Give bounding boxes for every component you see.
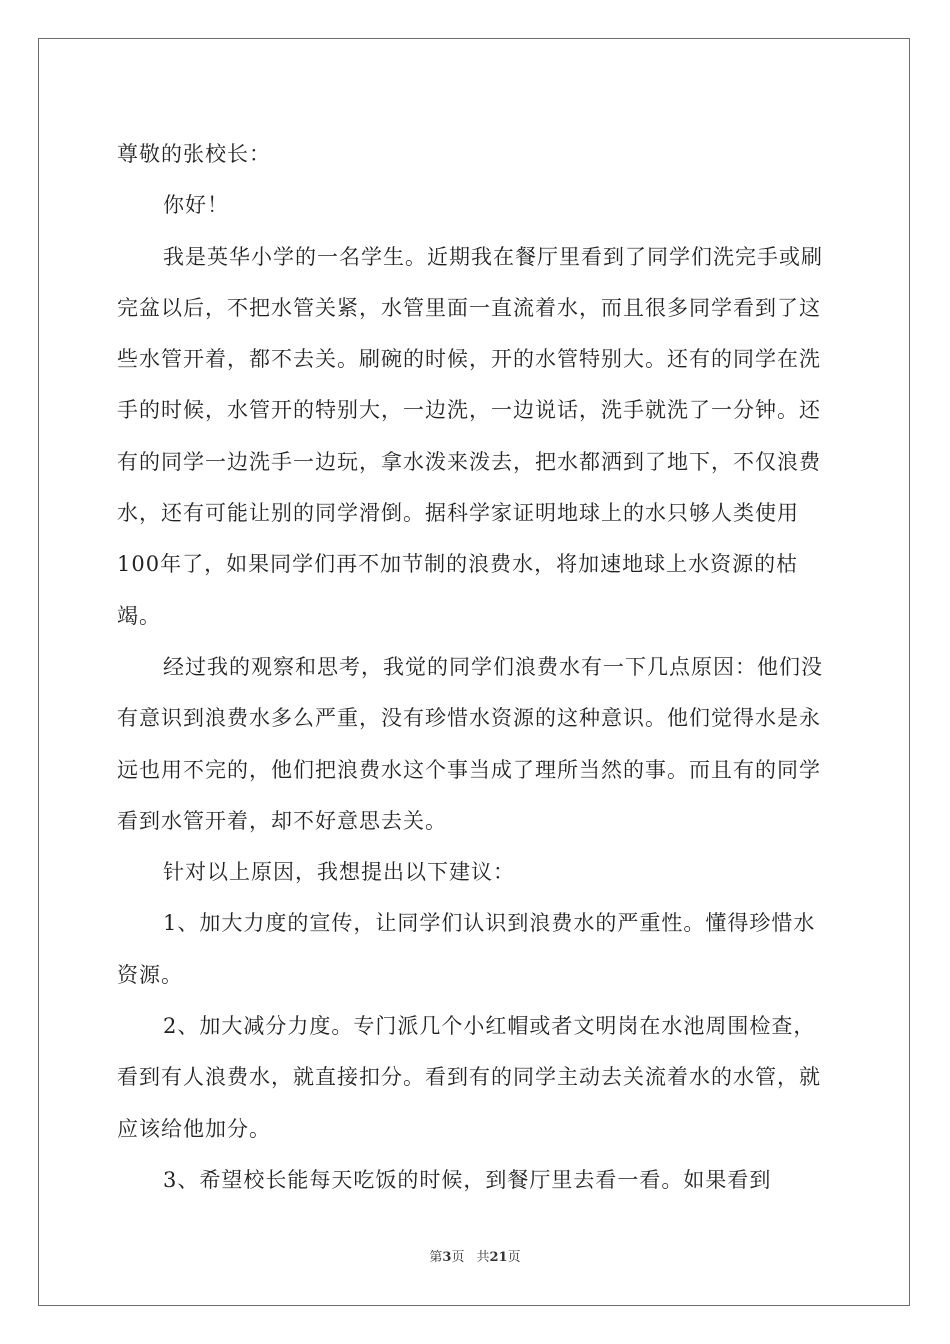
total-suffix: 页	[507, 1250, 521, 1265]
greeting: 你好！	[163, 193, 229, 218]
paragraph-observation: 我是英华小学的一名学生。近期我在餐厅里看到了同学们洗完手或刷完盆以后，不把水管关紧，水管里面一直流着水，而且很多同学看到了这些水管开着，都不去关。刷碗的时候，开的水管特别大。还有的同学在洗手的时候，水管开的特别大，一边洗，一边说话，洗手就洗了一分钟。还有的同学一边洗手一边玩，拿水泼来泼去，把水都洒到了地下，不仅浪费水，还有可能让别的同学滑倒。据科学家证明地球上的水只够人类使用100年了，如果同学们再不加节制的浪费水，将加速地球上水资源的枯竭。	[117, 244, 823, 628]
total-prefix: 共	[476, 1250, 490, 1265]
suggestion-1: 1、加大力度的宣传，让同学们认识到浪费水的严重性。懂得珍惜水资源。	[117, 911, 816, 987]
letter-body	[117, 129, 837, 1206]
suggestion-3: 3、希望校长能每天吃饭的时候，到餐厅里去看一看。如果看到	[163, 1167, 772, 1192]
page-footer	[0, 1246, 950, 1265]
page-current: 3	[442, 1250, 452, 1265]
page-total: 21	[489, 1250, 508, 1265]
paragraph-suggestions-intro: 针对以上原因，我想提出以下建议：	[163, 860, 515, 885]
page-suffix: 页	[451, 1250, 465, 1265]
suggestion-2: 2、加大减分力度。专门派几个小红帽或者文明岗在水池周围检查，看到有人浪费水，就直接扣分。看到有的同学主动去关流着水的水管，就应该给他加分。	[117, 1014, 821, 1141]
page-prefix: 第	[429, 1250, 443, 1265]
paragraph-reasons: 经过我的观察和思考，我觉的同学们浪费水有一下几点原因：他们没有意识到浪费水多么严重，没有珍惜水资源的这种意识。他们觉得水是永远也用不完的，他们把浪费水这个事当成了理所当然的事。而且有的同学看到水管开着，却不好意思去关。	[117, 654, 823, 833]
salutation: 尊敬的张校长：	[117, 142, 271, 166]
